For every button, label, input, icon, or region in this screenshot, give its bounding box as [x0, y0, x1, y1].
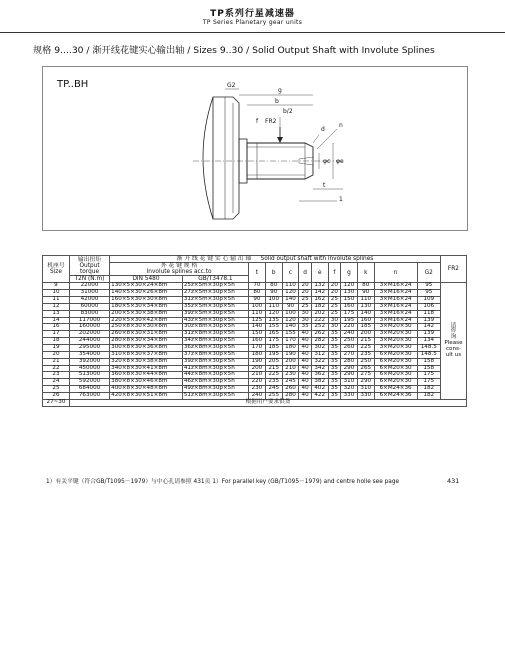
cell-t: 180 [249, 351, 266, 358]
cell-din: 320×8×30×38×8m [110, 358, 183, 365]
cell-size: 16 [43, 324, 70, 331]
th-spline-cn: 外 花 键 规 格 [160, 263, 198, 270]
dim-fr2: FR2 [265, 118, 277, 125]
cell-t: 100 [249, 303, 266, 310]
cell-f: 35 [328, 345, 340, 352]
table-body [43, 283, 467, 406]
cell-g: 175 [341, 310, 358, 317]
cell-size: 12 [43, 303, 70, 310]
cell-g: 120 [341, 283, 358, 290]
cell-g2: 95 [417, 290, 440, 297]
cell-g: 290 [341, 365, 358, 372]
cell-gb: 34z×8m×30p×5h [182, 338, 248, 345]
cell-f: 25 [328, 310, 340, 317]
cell-k: 215 [357, 338, 374, 345]
cell-t: 220 [249, 379, 266, 386]
cell-gb: 31z×5m×30p×5h [182, 297, 248, 304]
dim-b2: b/2 [283, 108, 293, 115]
cell-d: 25 [299, 303, 311, 310]
cell-din: 400×8×30×48×8m [110, 386, 183, 393]
cell-din: 180×5×30×34×8m [110, 303, 183, 310]
cell-d: 40 [299, 379, 311, 386]
cell-d: 35 [299, 324, 311, 331]
cell-g: 195 [341, 317, 358, 324]
cell-g2: 142 [417, 324, 440, 331]
cell-c: 230 [282, 372, 299, 379]
cell-n: 3×M16×24 [374, 283, 417, 290]
cell-e: 132 [311, 283, 328, 290]
cell-g2: 175 [417, 379, 440, 386]
cell-torque: 295000 [69, 345, 109, 352]
th-g: g [341, 263, 358, 283]
cell-g: 240 [341, 331, 358, 338]
cell-t: 80 [249, 290, 266, 297]
cell-f: 35 [328, 338, 340, 345]
cell-b: 165 [265, 331, 282, 338]
th-g2: G2 [417, 263, 440, 283]
cell-e: 302 [311, 345, 328, 352]
cell-gb: 39z×5m×30p×5h [182, 310, 248, 317]
cell-f: 20 [328, 283, 340, 290]
cell-c: 200 [282, 358, 299, 365]
cell-c: 110 [282, 283, 299, 290]
cell-c: 245 [282, 379, 299, 386]
th-torque-cn: 输出扭矩 [77, 256, 102, 263]
cell-n: 3×M16×24 [374, 297, 417, 304]
cell-c: 100 [282, 310, 299, 317]
dim-g2: G2 [227, 82, 236, 89]
cell-n: 3×M20×30 [374, 338, 417, 345]
cell-gb: 46z×8m×30p×5h [182, 379, 248, 386]
cell-n: 3×M16×24 [374, 290, 417, 297]
cell-c: 280 [282, 393, 299, 400]
cell-size: 24 [43, 379, 70, 386]
cell-torque: 60000 [69, 303, 109, 310]
cell-k: 235 [357, 351, 374, 358]
th-t: t [249, 263, 266, 283]
page-header [0, 6, 505, 26]
cell-b: 255 [265, 393, 282, 400]
dim-phi-e: φe [336, 158, 344, 165]
cell-size: 20 [43, 351, 70, 358]
dim-b: b [275, 98, 279, 105]
cell-torque: 763000 [69, 393, 109, 400]
cell-din: 280×8×30×34×8m [110, 338, 183, 345]
cell-torque: 684000 [69, 386, 109, 393]
cell-k: 225 [357, 345, 374, 352]
cell-t: 240 [249, 393, 266, 400]
cell-n: 3×M20×30 [374, 324, 417, 331]
cell-g2: 158 [417, 358, 440, 365]
cell-e: 162 [311, 297, 328, 304]
dim-one: 1 [339, 196, 343, 203]
cell-f: 35 [328, 393, 340, 400]
cell-size: 10 [43, 290, 70, 297]
cell-g2: 106 [417, 303, 440, 310]
cell-d: 40 [299, 365, 311, 372]
cell-torque: 592000 [69, 379, 109, 386]
cell-k: 160 [357, 317, 374, 324]
cell-torque: 392000 [69, 358, 109, 365]
cell-size: 26 [43, 393, 70, 400]
th-fr2: FR2 [440, 256, 466, 283]
cell-g2: 158 [417, 365, 440, 372]
cell-e: 342 [311, 365, 328, 372]
cell-t: 70 [249, 283, 266, 290]
th-b: b [265, 263, 282, 283]
cell-gb: 43z×5m×30p×5h [182, 317, 248, 324]
cell-size: 11 [43, 297, 70, 304]
cell-size: 23 [43, 372, 70, 379]
cell-f: 35 [328, 331, 340, 338]
model-label: TP..BH [57, 79, 89, 90]
cell-b: 215 [265, 365, 282, 372]
dim-f: f [256, 118, 259, 125]
cell-g2: 118 [417, 310, 440, 317]
cell-n: 6×M20×30 [374, 358, 417, 365]
cell-k: 275 [357, 372, 374, 379]
th-size-en: Size [50, 269, 62, 276]
cell-k: 265 [357, 365, 374, 372]
cell-f: 35 [328, 379, 340, 386]
cell-d: 40 [299, 351, 311, 358]
cell-size: 14 [43, 317, 70, 324]
cell-g2: 134 [417, 338, 440, 345]
th-shaft-cn: 渐 开 线 花 键 实 心 输 出 轴 [176, 256, 252, 262]
cell-b: 135 [265, 317, 282, 324]
cell-gb: 49z×8m×30p×5h [182, 386, 248, 393]
cell-t: 190 [249, 358, 266, 365]
cell-n: 6×M24×36 [374, 393, 417, 400]
cell-t: 230 [249, 386, 266, 393]
cell-e: 262 [311, 331, 328, 338]
cell-d: 40 [299, 345, 311, 352]
cell-size: 25 [43, 386, 70, 393]
cell-f: 35 [328, 386, 340, 393]
cell-c: 190 [282, 351, 299, 358]
cell-gb: 41z×8m×30p×5h [182, 365, 248, 372]
cell-c: 140 [282, 297, 299, 304]
cell-torque: 202000 [69, 331, 109, 338]
cell-c: 120 [282, 317, 299, 324]
cell-gb: 36z×8m×30p×5h [182, 345, 248, 352]
cell-f: 35 [328, 358, 340, 365]
cell-b: 245 [265, 386, 282, 393]
th-shaft-en: Solid output shaft with involute splines [260, 256, 374, 262]
cell-g: 270 [341, 351, 358, 358]
dim-phi-c: φc [323, 158, 331, 165]
cell-last-text: 根据用户要求供货 [69, 399, 466, 406]
cell-torque: 22000 [69, 283, 109, 290]
cell-g: 290 [341, 372, 358, 379]
cell-din: 130×5×30×24×8m [110, 283, 183, 290]
cell-n: 3×M16×24 [374, 303, 417, 310]
cell-b: 235 [265, 379, 282, 386]
cell-g2: 148.5 [417, 351, 440, 358]
cell-gb: 35z×5m×30p×5h [182, 303, 248, 310]
cell-e: 422 [311, 393, 328, 400]
cell-g: 320 [341, 386, 358, 393]
cell-d: 40 [299, 386, 311, 393]
cell-g: 250 [341, 338, 358, 345]
cell-k: 110 [357, 297, 374, 304]
cell-k: 250 [357, 358, 374, 365]
cell-din: 250×8×30×30×8m [110, 324, 183, 331]
cell-g: 160 [341, 303, 358, 310]
th-e: e [311, 263, 328, 283]
cell-t: 160 [249, 338, 266, 345]
cell-k: 140 [357, 310, 374, 317]
header-rule [0, 32, 505, 33]
dim-g: g [278, 87, 282, 94]
cell-d: 40 [299, 372, 311, 379]
cell-c: 260 [282, 386, 299, 393]
cell-c: 210 [282, 365, 299, 372]
cell-g: 260 [341, 345, 358, 352]
cell-g2: 182 [417, 393, 440, 400]
cell-b: 110 [265, 303, 282, 310]
cell-k: 130 [357, 303, 374, 310]
cell-size-last: 27~30 [43, 399, 70, 406]
th-torque-en2: torque [80, 268, 100, 275]
cell-b: 185 [265, 345, 282, 352]
cell-d: 30 [299, 317, 311, 324]
cell-t: 140 [249, 324, 266, 331]
cell-e: 142 [311, 290, 328, 297]
cell-e: 312 [311, 351, 328, 358]
cell-size: 21 [43, 358, 70, 365]
footnote: 1）有关平键（符合GB/T1095－1979）与中心孔请参照 431页 1）For parallel key (GB/T1095－1979) and centre holle see page [46, 479, 400, 485]
cell-e: 252 [311, 324, 328, 331]
cell-e: 382 [311, 379, 328, 386]
cell-torque: 83000 [69, 310, 109, 317]
cell-n: 3×M16×24 [374, 310, 417, 317]
cell-d: 20 [299, 283, 311, 290]
th-f: f [328, 263, 340, 283]
cell-e: 282 [311, 338, 328, 345]
cell-e: 322 [311, 358, 328, 365]
cell-k: 90 [357, 290, 374, 297]
cell-size: 13 [43, 310, 70, 317]
cell-d: 40 [299, 393, 311, 400]
cell-f: 25 [328, 297, 340, 304]
header-title-en: TP Series Planetary gear units [202, 19, 303, 26]
cell-g2: 95 [417, 283, 440, 290]
dim-d: d [321, 126, 325, 133]
cell-torque: 513000 [69, 372, 109, 379]
dim-n: n [339, 122, 343, 129]
cell-g2: 139 [417, 317, 440, 324]
cell-g: 150 [341, 297, 358, 304]
cell-t: 90 [249, 297, 266, 304]
th-size [43, 256, 70, 283]
cell-g: 280 [341, 358, 358, 365]
cell-gb: 44z×8m×30p×5h [182, 372, 248, 379]
th-torque-en1: Output [79, 262, 100, 269]
cell-k: 290 [357, 379, 374, 386]
cell-n: 6×M20×30 [374, 351, 417, 358]
cell-din: 220×5×30×42×8m [110, 317, 183, 324]
cell-g: 130 [341, 290, 358, 297]
cell-din: 160×5×30×30×8m [110, 297, 183, 304]
cell-b: 175 [265, 338, 282, 345]
dimension-table-wrap [42, 255, 467, 407]
dimension-table [42, 255, 467, 407]
cell-d: 30 [299, 310, 311, 317]
cell-f: 30 [328, 324, 340, 331]
cell-c: 180 [282, 345, 299, 352]
cell-fr2-note [440, 283, 466, 400]
cell-gb: 30z×8m×30p×5h [182, 324, 248, 331]
cell-b: 120 [265, 310, 282, 317]
th-c: c [282, 263, 299, 283]
cell-t: 150 [249, 331, 266, 338]
cell-c: 90 [282, 303, 299, 310]
cell-k: 200 [357, 331, 374, 338]
cell-din: 260×8×30×31×8m [110, 331, 183, 338]
th-spline-en: Involute splines acc.to [146, 269, 212, 276]
cell-c: 140 [282, 324, 299, 331]
cell-torque: 31000 [69, 290, 109, 297]
cell-b: 100 [265, 297, 282, 304]
cell-n: 3×M16×24 [374, 317, 417, 324]
cell-size: 22 [43, 365, 70, 372]
cell-torque: 117000 [69, 317, 109, 324]
cell-g2: 148.5 [417, 345, 440, 352]
cell-b: 80 [265, 283, 282, 290]
cell-b: 155 [265, 324, 282, 331]
cell-c: 120 [282, 290, 299, 297]
cell-t: 170 [249, 345, 266, 352]
th-n: n [374, 263, 417, 283]
dim-t: t [323, 182, 326, 189]
cell-din: 420×8×30×51×8m [110, 393, 183, 400]
cell-f: 35 [328, 365, 340, 372]
cell-f: 35 [328, 372, 340, 379]
cell-gb: 37z×8m×30p×5h [182, 351, 248, 358]
cell-n: 6×M20×30 [374, 379, 417, 386]
cell-din: 200×5×30×38×8m [110, 310, 183, 317]
cell-size: 9 [43, 283, 70, 290]
cell-k: 310 [357, 386, 374, 393]
cell-gb: 39z×8m×30p×5h [182, 358, 248, 365]
cell-t: 210 [249, 372, 266, 379]
cell-d: 40 [299, 331, 311, 338]
shaft-drawing-svg [43, 67, 467, 230]
cell-size: 18 [43, 338, 70, 345]
cell-din: 360×8×30×44×8m [110, 372, 183, 379]
th-torque [69, 256, 109, 276]
cell-e: 362 [311, 372, 328, 379]
cell-n: 6×M20×30 [374, 372, 417, 379]
cell-g: 220 [341, 324, 358, 331]
cell-b: 90 [265, 290, 282, 297]
th-torque-unit: T2N (N.m) [69, 276, 109, 283]
cell-t: 125 [249, 317, 266, 324]
cell-g: 330 [341, 393, 358, 400]
cell-f: 30 [328, 317, 340, 324]
th-spline [110, 263, 249, 276]
cell-d: 40 [299, 358, 311, 365]
cell-c: 170 [282, 338, 299, 345]
cell-size: 17 [43, 331, 70, 338]
cell-gb: 51z×8m×30p×5h [182, 393, 248, 400]
cell-torque: 450000 [69, 365, 109, 372]
th-din: DIN 5480 [110, 276, 183, 283]
table-row-last [43, 399, 467, 406]
cell-k: 185 [357, 324, 374, 331]
cell-k: 330 [357, 393, 374, 400]
th-size-cn: 机座号 [47, 263, 65, 270]
cell-e: 202 [311, 310, 328, 317]
header-title-cn: TP系列行星减速器 [210, 9, 295, 19]
cell-c: 155 [282, 331, 299, 338]
cell-f: 20 [328, 290, 340, 297]
th-d: d [299, 263, 311, 283]
cell-torque: 160000 [69, 324, 109, 331]
cell-din: 310×8×30×37×8m [110, 351, 183, 358]
cell-g2: 109 [417, 297, 440, 304]
cell-k: 80 [357, 283, 374, 290]
page-title: 规格 9....30 / 渐开线花键实心输出轴 / Sizes 9..30 / Solid Output Shaft with Involute Splines [33, 45, 435, 56]
technical-drawing [42, 66, 468, 231]
cell-gb: 25z×5m×30p×5h [182, 283, 248, 290]
cell-torque: 244000 [69, 338, 109, 345]
cell-f: 35 [328, 351, 340, 358]
cell-gb: 31z×8m×30p×5h [182, 331, 248, 338]
cell-n: 6×M24×36 [374, 386, 417, 393]
cell-torque: 354000 [69, 351, 109, 358]
cell-n: 3×M20×30 [374, 345, 417, 352]
page-number: 431 [447, 477, 460, 485]
cell-din: 300×8×30×36×8m [110, 345, 183, 352]
cell-b: 205 [265, 358, 282, 365]
cell-f: 25 [328, 303, 340, 310]
cell-din: 380×8×30×46×8m [110, 379, 183, 386]
cell-d: 25 [299, 297, 311, 304]
cell-e: 402 [311, 386, 328, 393]
cell-b: 195 [265, 351, 282, 358]
th-gb: GB/T3478.1 [182, 276, 248, 283]
cell-t: 200 [249, 365, 266, 372]
cell-din: 340×8×30×41×8m [110, 365, 183, 372]
cell-g2: 175 [417, 372, 440, 379]
cell-e: 222 [311, 317, 328, 324]
cell-g2: 182 [417, 386, 440, 393]
cell-g2: 139 [417, 331, 440, 338]
cell-size: 19 [43, 345, 70, 352]
cell-n: 6×M20×30 [374, 365, 417, 372]
cell-din: 140×5×30×26×8m [110, 290, 183, 297]
cell-n: 3×M20×30 [374, 331, 417, 338]
th-k: k [357, 263, 374, 283]
fr2-note-cn: 请 咨 询 [450, 322, 457, 341]
cell-d: 20 [299, 290, 311, 297]
cell-d: 40 [299, 338, 311, 345]
fr2-note-en: Please cons- ult us [444, 340, 463, 358]
cell-gb: 27z×5m×30p×5h [182, 290, 248, 297]
cell-b: 225 [265, 372, 282, 379]
cell-t: 110 [249, 310, 266, 317]
cell-e: 182 [311, 303, 328, 310]
cell-g: 310 [341, 379, 358, 386]
cell-torque: 42000 [69, 297, 109, 304]
th-shaft [110, 256, 441, 263]
